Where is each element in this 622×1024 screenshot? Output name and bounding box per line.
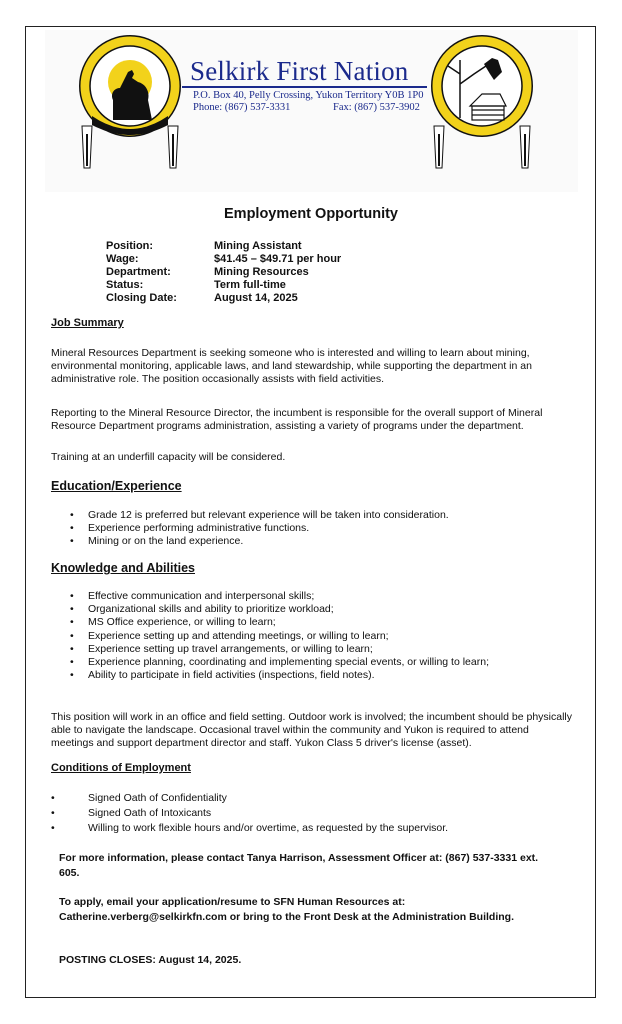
- more-info-text: For more information, please contact Tanya Harrison, Assessment Officer at: (867) 537-3331 ext. 605.: [59, 852, 539, 879]
- knowledge-heading: Knowledge and Abilities: [51, 561, 195, 575]
- list-item: • Experience planning, coordinating and implementing special events, or willing to learn;: [68, 656, 489, 669]
- conditions-heading: Conditions of Employment: [51, 762, 191, 774]
- detail-label: Position:: [106, 240, 154, 252]
- detail-value: Mining Resources: [214, 266, 309, 278]
- org-fax: Fax: (867) 537-3902: [333, 102, 420, 113]
- org-phone: Phone: (867) 537-3331: [193, 102, 291, 113]
- detail-row-position: [106, 240, 341, 253]
- knowledge-list: [68, 590, 489, 682]
- list-item: • Ability to participate in field activities (inspections, field notes).: [68, 669, 489, 682]
- education-heading: Education/Experience: [51, 479, 182, 493]
- list-item: • Signed Oath of Confidentiality: [51, 791, 448, 806]
- job-summary-paragraph-1: Mineral Resources Department is seeking someone who is interested and willing to learn about mining, environmental monitoring, applicable laws, and land stewardship, while supporting the department in an administrative role. The position occasionally assists with field activities.: [51, 347, 532, 385]
- work-setting-paragraph: This position will work in an office and field setting. Outdoor work is involved; the incumbent should be physically able to navigate the landscape. Occasional travel within the community and Yukon is required to attend meetings and support department director and staff. Yukon Class 5 driver's license (asset).: [51, 711, 572, 749]
- job-summary-heading: Job Summary: [51, 317, 124, 329]
- detail-value: August 14, 2025: [214, 292, 298, 304]
- detail-value: Term full-time: [214, 279, 286, 291]
- conditions-list: [51, 791, 448, 836]
- right-seal-icon: [420, 30, 544, 170]
- detail-value: Mining Assistant: [214, 240, 302, 252]
- list-item: • Signed Oath of Intoxicants: [51, 806, 448, 821]
- list-item: • Willing to work flexible hours and/or overtime, as requested by the supervisor.: [51, 821, 448, 836]
- detail-label: Wage:: [106, 253, 139, 265]
- detail-value: $41.45 – $49.71 per hour: [214, 253, 342, 265]
- job-summary-paragraph-2: Reporting to the Mineral Resource Director, the incumbent is responsible for the overall support of Mineral Resource Department programs administration, assisting a variety of programs under the department.: [51, 407, 543, 432]
- list-item: • Mining or on the land experience.: [68, 535, 449, 548]
- list-item: • Effective communication and interpersonal skills;: [68, 590, 489, 603]
- list-item: • Experience performing administrative functions.: [68, 522, 449, 535]
- org-name-rule: [182, 86, 427, 88]
- list-item: • MS Office experience, or willing to learn;: [68, 616, 489, 629]
- posting-closes-text: POSTING CLOSES: August 14, 2025.: [59, 954, 242, 966]
- detail-row-department: [106, 266, 341, 279]
- job-summary-paragraph-3: Training at an underfill capacity will be considered.: [51, 451, 286, 463]
- list-item: • Grade 12 is preferred but relevant experience will be taken into consideration.: [68, 509, 449, 522]
- detail-row-status: [106, 279, 341, 292]
- list-item: • Experience setting up travel arrangements, or willing to learn;: [68, 643, 489, 656]
- position-details: [106, 240, 341, 305]
- detail-row-wage: [106, 253, 341, 266]
- detail-label: Department:: [106, 266, 171, 278]
- detail-row-closing-date: [106, 292, 341, 305]
- org-address: P.O. Box 40, Pelly Crossing, Yukon Territory Y0B 1P0: [193, 90, 424, 101]
- detail-label: Closing Date:: [106, 292, 177, 304]
- list-item: • Experience setting up and attending meetings, or willing to learn;: [68, 630, 489, 643]
- detail-label: Status:: [106, 279, 144, 291]
- left-seal-icon: [68, 30, 192, 170]
- list-item: • Organizational skills and ability to prioritize workload;: [68, 603, 489, 616]
- org-name: Selkirk First Nation: [190, 56, 409, 86]
- education-list: [68, 509, 449, 549]
- apply-text: To apply, email your application/resume to SFN Human Resources at: Catherine.verberg@selkirkfn.com or bring to the Front Desk at the Administration Building.: [59, 896, 514, 923]
- page-title: Employment Opportunity: [224, 206, 398, 222]
